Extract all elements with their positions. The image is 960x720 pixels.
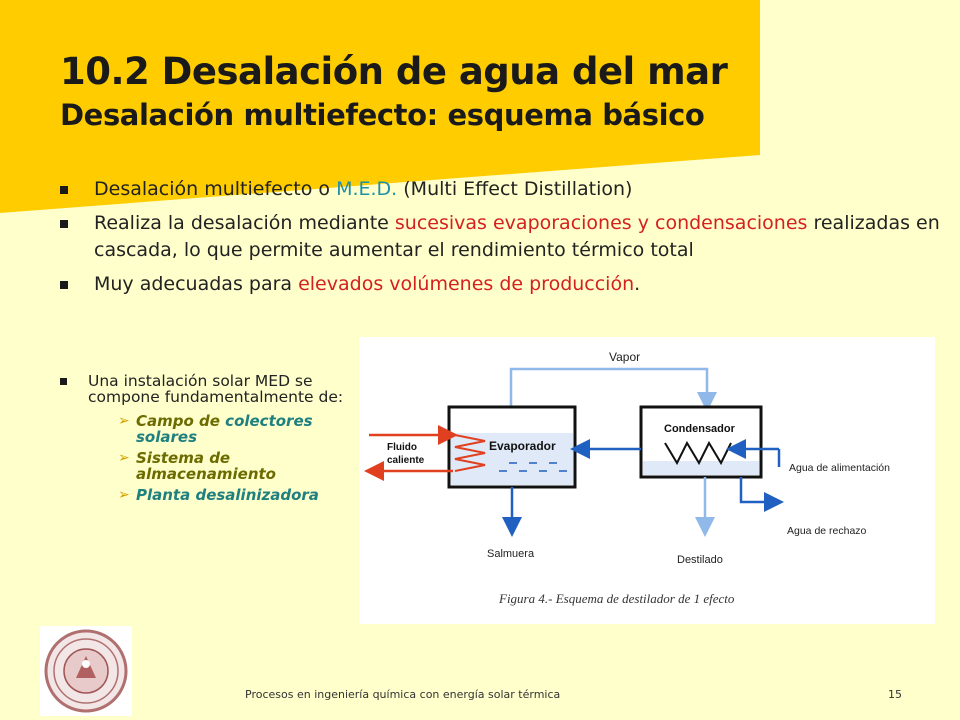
arrow-bullet-icon: ➢ <box>118 487 130 503</box>
sub-item-planta: ➢ Planta desalinizadora <box>118 486 319 504</box>
arrow-bullet-icon: ➢ <box>118 413 130 429</box>
condenser-bottom <box>643 461 759 475</box>
square-bullet-icon <box>60 220 68 228</box>
label-salmuera: Salmuera <box>487 548 535 560</box>
side-lead: Una instalación solar MED se compone fundamentalmente de: <box>60 373 350 405</box>
square-bullet-icon <box>60 186 68 194</box>
side-sublist <box>60 413 350 503</box>
bullet-volumes: Muy adecuadas para elevados volúmenes de producción. <box>60 271 940 298</box>
label-vapor: Vapor <box>609 350 641 364</box>
square-bullet-icon <box>60 378 67 385</box>
distiller-diagram <box>359 337 935 624</box>
vapor-line <box>511 369 707 407</box>
main-bullet-list <box>60 176 940 305</box>
university-seal-logo <box>40 626 132 716</box>
bullet-med: Desalación multiefecto o M.E.D. (Multi Effect Distillation) <box>60 176 940 203</box>
highlight-volumes: elevados volúmenes de producción <box>298 273 635 295</box>
label-caliente: caliente <box>387 455 425 466</box>
side-bullet-list <box>60 373 350 508</box>
bullet-evaporations: Realiza la desalación mediante sucesivas evaporaciones y condensaciones realizadas en cascada, lo que permite aumentar el rendimiento térmico total <box>60 210 940 264</box>
label-rechazo: Agua de rechazo <box>787 525 867 537</box>
square-bullet-icon <box>60 281 68 289</box>
label-evaporador: Evaporador <box>489 439 556 453</box>
figure-caption: Figura 4.- Esquema de destilador de 1 efecto <box>499 591 735 606</box>
reject-water-arrow <box>741 477 779 502</box>
slide-title: 10.2 Desalación de agua del mar <box>60 50 728 93</box>
footer-course-title: Procesos en ingeniería química con energía solar térmica <box>245 688 561 701</box>
highlight-med: M.E.D. <box>336 178 398 200</box>
label-fluido: Fluido <box>387 442 417 453</box>
seal-icon <box>40 626 132 716</box>
sub-item-almacenamiento: ➢ Sistema de almacenamiento <box>118 449 276 483</box>
label-alimentacion: Agua de alimentación <box>789 462 890 474</box>
slide-subtitle: Desalación multiefecto: esquema básico <box>60 98 705 132</box>
label-destilado: Destilado <box>677 554 723 566</box>
distiller-figure <box>359 337 935 624</box>
highlight-evaporations: sucesivas evaporaciones y condensaciones <box>394 212 808 234</box>
sub-item-colectores: ➢ Campo de colectores solares <box>118 412 313 446</box>
label-condensador: Condensador <box>664 423 735 435</box>
page-number: 15 <box>888 688 902 701</box>
arrow-bullet-icon: ➢ <box>118 450 130 466</box>
